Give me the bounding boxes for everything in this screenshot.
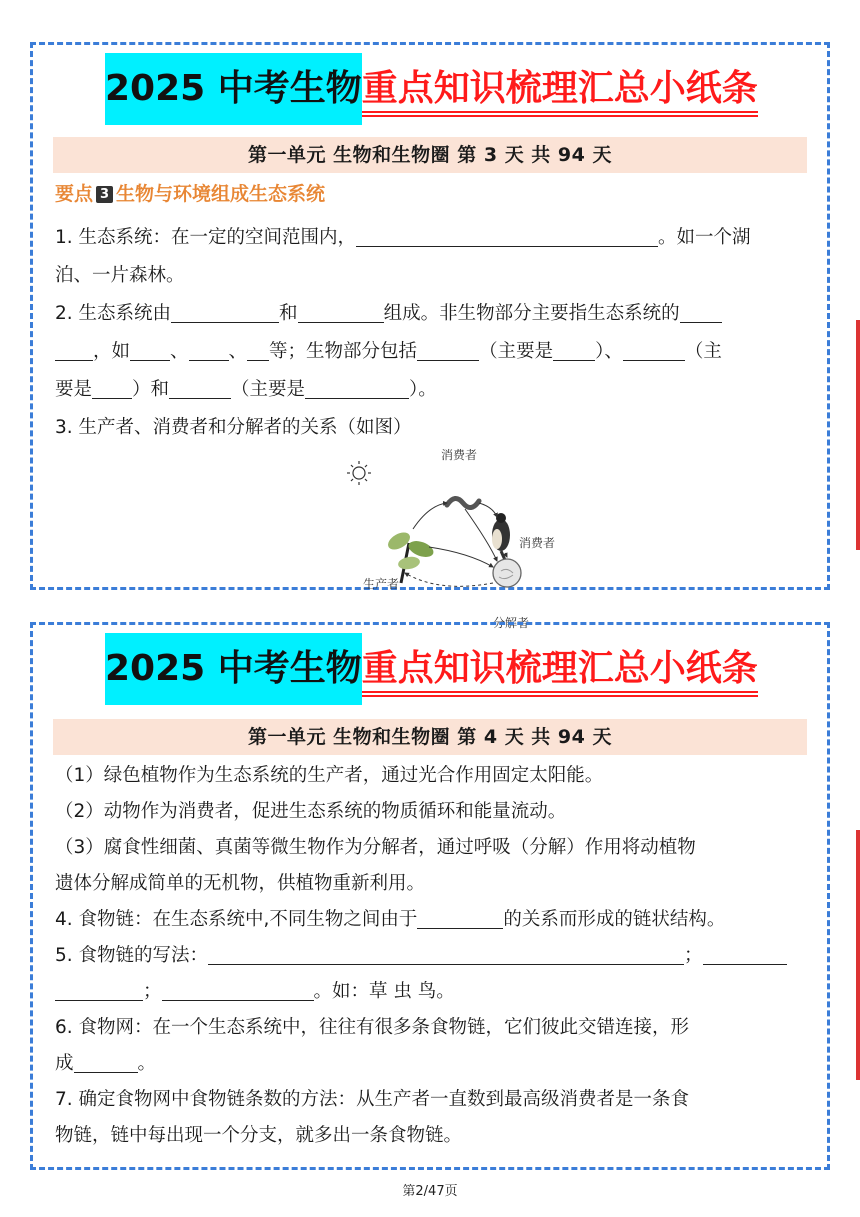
fill-blank <box>171 300 279 323</box>
fill-blank <box>417 338 479 361</box>
text-span: ）和 <box>132 379 170 400</box>
label-consumer-top: 消费者 <box>441 448 478 462</box>
text-span: 4. 食物链：在生态系统中,不同生物之间由于 <box>55 909 418 930</box>
key-point-heading <box>55 179 325 206</box>
text-line <box>55 295 809 333</box>
text-span: （主要是 <box>479 341 554 362</box>
title-highlight: 2025 中考生物 <box>105 633 362 705</box>
text-span: （主要是 <box>231 379 306 400</box>
text-span: （主 <box>684 341 722 362</box>
key-point-title: 生物与环境组成生态系统 <box>116 183 326 205</box>
fill-blank <box>169 376 231 399</box>
page-number: 第2/47页 <box>402 1184 458 1199</box>
fill-blank <box>703 942 787 965</box>
fill-blank <box>247 338 269 361</box>
text-span: ； <box>684 945 703 966</box>
text-span: ； <box>143 981 162 1002</box>
title-red-text: 重点知识梳理汇总小纸条 <box>362 639 758 699</box>
text-line <box>55 937 809 975</box>
fill-blank <box>623 338 685 361</box>
text-span: 、 <box>228 341 248 362</box>
text-span: 。如一个湖 <box>658 227 751 248</box>
note-card-day3 <box>30 42 830 630</box>
text-line <box>55 219 809 257</box>
text-line <box>55 333 809 371</box>
fill-blank <box>356 224 658 247</box>
note-card-day4 <box>30 622 830 1170</box>
text-line: （1）绿色植物作为生态系统的生产者，通过光合作用固定太阳能。 <box>55 765 604 786</box>
fill-blank <box>417 906 503 929</box>
plant-icon <box>385 529 436 583</box>
edge-marker <box>856 320 860 550</box>
text-span: 泊、一片森林。 <box>55 265 185 286</box>
fill-blank <box>55 338 93 361</box>
text-line <box>55 901 809 939</box>
text-line <box>55 1045 809 1083</box>
text-span: 和 <box>279 303 298 324</box>
text-span: 组成。非生物部分主要指生态系统的 <box>383 303 680 324</box>
text-line: 遗体分解成简单的无机物，供植物重新利用。 <box>55 873 426 894</box>
text-line: （2）动物作为消费者，促进生态系统的物质循环和能量流动。 <box>55 801 567 822</box>
text-line <box>55 257 809 295</box>
text-span: ）。 <box>409 379 437 400</box>
text-line: 7. 确定食物网中食物链条数的方法：从生产者一直数到最高级消费者是一条食 <box>55 1089 690 1110</box>
decomposer-icon <box>493 559 521 587</box>
fill-blank <box>189 338 229 361</box>
unit-banner: 第一单元 生物和生物圈 第 3 天 共 94 天 <box>53 137 807 173</box>
fill-blank <box>92 376 132 399</box>
caterpillar-icon <box>447 498 479 507</box>
text-span: 的关系而形成的链状结构。 <box>503 909 726 930</box>
fill-blank <box>55 978 143 1001</box>
label-decomposer: 分解者 <box>493 616 530 630</box>
text-span: 等；生物部分包括 <box>269 341 418 362</box>
text-span: 。 <box>137 1053 157 1074</box>
text-line: （3）腐食性细菌、真菌等微生物作为分解者，通过呼吸（分解）作用将动植物 <box>55 837 696 858</box>
label-producer: 生产者 <box>363 577 400 591</box>
text-line <box>55 409 809 447</box>
fill-blank <box>680 300 722 323</box>
text-span: 3. 生产者、消费者和分解者的关系（如图） <box>55 417 412 438</box>
unit-banner: 第一单元 生物和生物圈 第 4 天 共 94 天 <box>53 719 807 755</box>
text-span: ）、 <box>595 341 623 362</box>
text-span: 成 <box>55 1053 74 1074</box>
text-span: 5. 食物链的写法： <box>55 945 209 966</box>
text-span: 1. 生态系统：在一定的空间范围内， <box>55 227 357 248</box>
text-span: 2. 生态系统由 <box>55 303 172 324</box>
fill-blank <box>130 338 170 361</box>
key-point-number: 3 <box>96 186 113 203</box>
key-point-prefix: 要点 <box>55 183 94 205</box>
card-title <box>105 53 758 125</box>
text-line: 6. 食物网：在一个生态系统中，往往有很多条食物链，它们彼此交错连接，形 <box>55 1017 690 1038</box>
text-line <box>55 371 809 409</box>
title-red-text: 重点知识梳理汇总小纸条 <box>362 59 758 119</box>
text-line <box>55 973 809 1011</box>
text-span: 。如：草 虫 鸟。 <box>313 981 455 1002</box>
fill-blank <box>162 978 314 1001</box>
label-consumer-right: 消费者 <box>519 536 556 550</box>
ecosystem-relationship-diagram <box>329 443 556 630</box>
sun-icon <box>347 461 371 485</box>
fill-blank <box>305 376 409 399</box>
text-line: 物链，链中每出现一个分支，就多出一条食物链。 <box>55 1125 463 1146</box>
fill-blank <box>208 942 684 965</box>
fill-blank <box>74 1050 138 1073</box>
text-span: 要是 <box>55 379 93 400</box>
fill-blank <box>298 300 384 323</box>
text-span: ，如 <box>93 341 131 362</box>
text-span: 、 <box>170 341 189 362</box>
fill-blank <box>553 338 595 361</box>
title-highlight: 2025 中考生物 <box>105 53 362 125</box>
edge-marker <box>856 830 860 1080</box>
card-title <box>105 633 758 705</box>
